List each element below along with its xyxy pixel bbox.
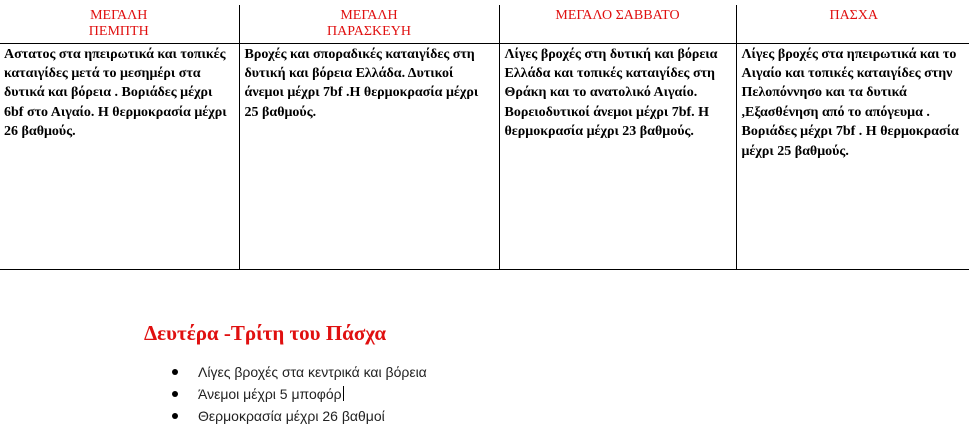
list-item-text: Άνεμοι μέχρι 5 μποφόρ (198, 386, 342, 402)
forecast-cell-thursday[interactable]: Αστατος στα ηπειρωτικά και τοπικές καταιγίδες μετά το μεσημέρι στα δυτικά και βόρεια . Βοριάδες μέχρι 6bf στο Αιγαίο. Η θερμοκρασία μέχρι 26 βαθμούς. (0, 43, 239, 269)
header-line-2: ΠΕΜΠΤΗ (88, 24, 149, 39)
list-item-text: Θερμοκρασία μέχρι 26 βαθμοί (198, 408, 385, 424)
forecast-cell-easter[interactable]: Λίγες βροχές στα ηπειρωτικά και το Αιγαίο και τοπικές καταιγίδες στην Πελοπόννησο και τα δυτικά ,Εξασθένηση από το απόγευμα . Βοριάδες μέχρι 7bf . Η θερμοκρασία μέχρι 25 βαθμούς. (736, 43, 969, 269)
forecast-cell-saturday[interactable]: Λίγες βροχές στη δυτική και βόρεια Ελλάδα και τοπικές καταιγίδες στη Θράκη και το ανατολικό Αιγαίο. Βορειοδυτικοί άνεμοι μέχρι 7bf. Η θερμοκρασία μέχρι 23 βαθμούς. (499, 43, 736, 269)
text-cursor (343, 386, 344, 401)
header-cell-friday[interactable] (239, 5, 499, 43)
header-line-1: ΠΑΣΧΑ (829, 8, 879, 23)
table-header-row (0, 5, 969, 43)
header-line-1: ΜΕΓΑΛΟ ΣΑΒΒΑΤΟ (555, 8, 680, 23)
list-item[interactable] (172, 405, 427, 427)
list-item-text: Λίγες βροχές στα κεντρικά και βόρεια (198, 364, 427, 380)
bullet-list (172, 361, 427, 427)
section-title[interactable]: Δευτέρα -Τρίτη του Πάσχα (144, 321, 387, 345)
forecast-table (0, 5, 969, 270)
bullet-icon (172, 391, 178, 397)
forecast-cell-friday[interactable]: Βροχές και σποραδικές καταιγίδες στη δυτική και βόρεια Ελλάδα. Δυτικοί άνεμοι μέχρι 7bf .Η θερμοκρασία μέχρι 25 βαθμούς. (239, 43, 499, 269)
bullet-icon (172, 369, 178, 375)
header-line-1: ΜΕΓΑΛΗ (340, 8, 398, 23)
table-body-row (0, 43, 969, 269)
header-cell-easter[interactable] (736, 5, 969, 43)
header-cell-thursday[interactable] (0, 5, 239, 43)
list-item[interactable] (172, 361, 427, 383)
header-line-2: ΠΑΡΑΣΚΕΥΗ (327, 24, 411, 39)
header-line-1: ΜΕΓΑΛΗ (90, 8, 148, 23)
header-cell-saturday[interactable] (499, 5, 736, 43)
list-item[interactable] (172, 383, 427, 405)
bullet-icon (172, 413, 178, 419)
